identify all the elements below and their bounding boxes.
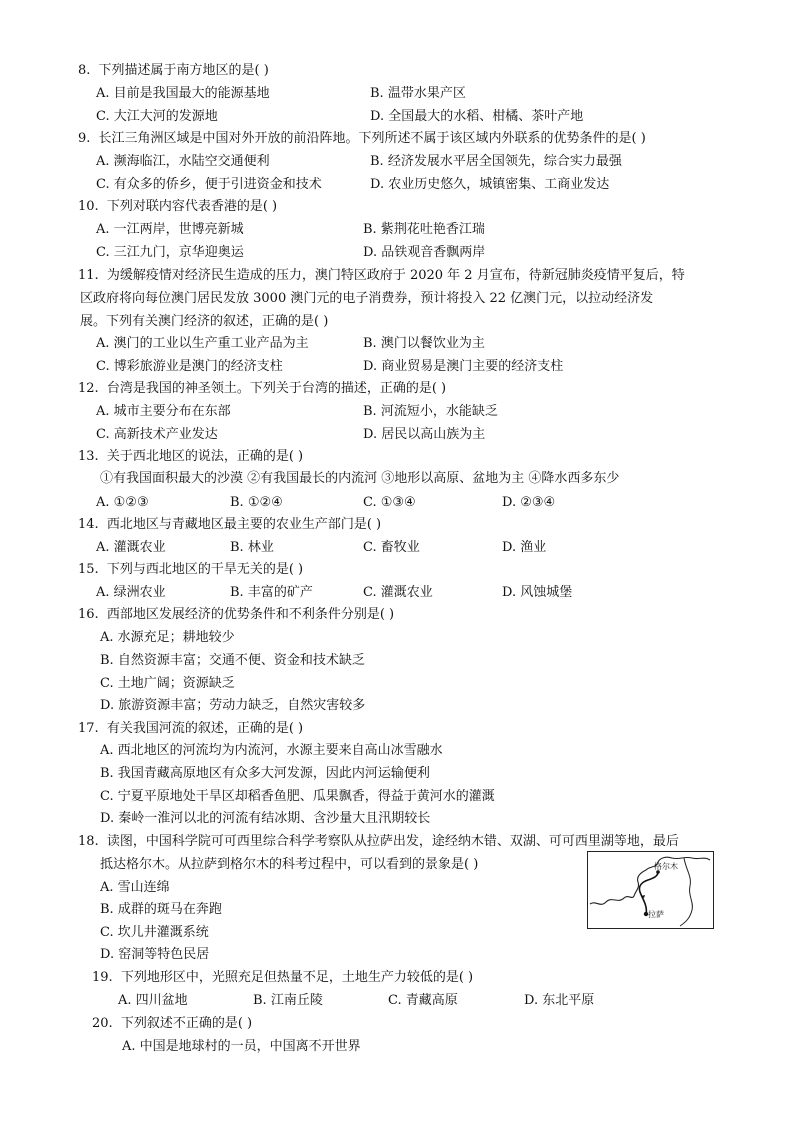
option-b: B. ①②④ — [230, 495, 283, 510]
question-19-stem — [92, 969, 473, 987]
question-number: 14. — [78, 517, 99, 532]
question-number: 10. — [78, 199, 99, 214]
question-text: 台湾是我国的神圣领土。下列关于台湾的描述，正确的是( ) — [106, 381, 447, 396]
option-b: B. 自然资源丰富；交通不便、资金和技术缺乏 — [100, 653, 365, 668]
statement-list: ①有我国面积最大的沙漠 ②有我国最长的内流河 ③地形以高原、盆地为主 ④降水西多东少 — [100, 471, 620, 486]
golmud-label: 格尔木 — [654, 862, 678, 871]
question-20-stem — [92, 1015, 252, 1033]
option-a: A. 一江两岸，世博亮新城 — [96, 222, 244, 237]
route-map-figure — [587, 851, 714, 929]
option-b: B. 丰富的矿产 — [230, 585, 313, 600]
option-d: D. 窑洞等特色民居 — [100, 947, 210, 962]
question-text: 区政府将向每位澳门居民发放 3000 澳门元的电子消费券，预计将投入 22 亿澳门元，以拉动经济发 — [80, 291, 654, 306]
question-10-stem — [78, 198, 277, 216]
option-c: C. 畜牧业 — [363, 540, 420, 555]
option-a: A. 中国是地球村的一员，中国离不开世界 — [122, 1039, 361, 1054]
option-a: A. 水源充足；耕地较少 — [100, 630, 235, 645]
question-text: 展。下列有关澳门经济的叙述，正确的是( ) — [80, 314, 329, 329]
question-text: 抵达格尔木。从拉萨到格尔木的科考过程中，可以看到的景象是( ) — [100, 857, 479, 872]
question-text: 下列与西北地区的干旱无关的是( ) — [106, 562, 304, 577]
question-text: 下列描述属于南方地区的是( ) — [98, 63, 269, 78]
question-number: 11. — [78, 268, 99, 283]
option-b: B. 温带水果产区 — [370, 86, 466, 101]
question-number: 8. — [78, 63, 91, 78]
question-12-stem — [78, 380, 446, 398]
option-d: D. 东北平原 — [524, 993, 595, 1008]
question-15-stem — [78, 561, 303, 579]
option-a: A. 灌溉农业 — [96, 540, 166, 555]
option-d: D. 旅游资源丰富；劳动力缺乏，自然灾害较多 — [100, 698, 366, 713]
question-number: 15. — [78, 562, 99, 577]
option-b: B. 经济发展水平居全国领先，综合实力最强 — [370, 154, 622, 169]
option-a: A. 雪山连绵 — [100, 880, 170, 895]
question-9-stem — [78, 130, 646, 148]
question-text: 读图，中国科学院可可西里综合科学考察队从拉萨出发，途经纳木错、双湖、可可西里湖等地，最后 — [106, 834, 679, 849]
option-a: A. 城市主要分布在东部 — [96, 404, 231, 419]
option-d: D. 农业历史悠久，城镇密集、工商业发达 — [370, 177, 610, 192]
option-d: D. 全国最大的水稻、柑橘、茶叶产地 — [370, 109, 584, 124]
option-c: C. ①③④ — [363, 495, 416, 510]
question-18-stem — [78, 833, 679, 851]
question-text: 下列对联内容代表香港的是( ) — [106, 199, 278, 214]
option-b: B. 澳门以餐饮业为主 — [363, 336, 485, 351]
option-d: D. 品铁观音香飘两岸 — [363, 245, 486, 260]
question-text: 西北地区与青藏地区最主要的农业生产部门是( ) — [106, 517, 382, 532]
option-c: C. 有众多的侨乡，便于引进资金和技术 — [96, 177, 322, 192]
question-11-stem — [78, 267, 685, 285]
option-c: C. 博彩旅游业是澳门的经济支柱 — [96, 359, 283, 374]
question-8-stem — [78, 62, 269, 80]
option-a: A. 濒海临江，水陆空交通便利 — [96, 154, 270, 169]
question-number: 19. — [92, 970, 113, 985]
question-number: 20. — [92, 1016, 113, 1031]
option-a: A. 目前是我国最大的能源基地 — [96, 86, 270, 101]
option-c: C. 灌溉农业 — [363, 585, 433, 600]
question-13-stem — [78, 448, 303, 466]
region-boundary — [590, 857, 710, 904]
option-d: D. ②③④ — [502, 495, 556, 510]
option-c: C. 宁夏平原地处干旱区却稻香鱼肥、瓜果飘香，得益于黄河水的灌溉 — [100, 789, 495, 804]
option-d: D. 居民以高山族为主 — [363, 427, 486, 442]
option-b: B. 紫荆花吐艳香江瑞 — [363, 222, 485, 237]
option-a: A. 澳门的工业以生产重工业产品为主 — [96, 336, 309, 351]
option-c: C. 青藏高原 — [388, 993, 458, 1008]
option-b: B. 成群的斑马在奔跑 — [100, 902, 222, 917]
option-b: B. 林业 — [230, 540, 274, 555]
question-number: 12. — [78, 381, 99, 396]
lhasa-label: 拉萨 — [648, 910, 664, 919]
option-d: D. 秦岭一淮河以北的河流有结冰期、含沙量大且汛期较长 — [100, 811, 431, 826]
question-text: 下列地形区中，光照充足但热量不足，土地生产力较低的是( ) — [120, 970, 474, 985]
question-17-stem — [78, 720, 303, 738]
option-c: C. 高新技术产业发达 — [96, 427, 218, 442]
option-d: D. 渔业 — [502, 540, 547, 555]
question-16-stem — [78, 606, 394, 624]
question-number: 16. — [78, 607, 99, 622]
option-a: A. ①②③ — [96, 495, 149, 510]
option-a: A. 四川盆地 — [118, 993, 188, 1008]
question-number: 9. — [78, 131, 91, 146]
question-text: 下列叙述不正确的是( ) — [120, 1016, 253, 1031]
question-number: 17. — [78, 721, 99, 736]
region-boundary-east — [680, 858, 692, 926]
option-a: A. 绿洲农业 — [96, 585, 166, 600]
option-d: D. 风蚀城堡 — [502, 585, 573, 600]
question-number: 18. — [78, 834, 99, 849]
option-b: B. 我国青藏高原地区有众多大河发源，因此内河运输便利 — [100, 766, 430, 781]
option-c: C. 土地广阔；资源缺乏 — [100, 676, 235, 691]
option-b: B. 江南丘陵 — [253, 993, 323, 1008]
option-c: C. 大江大河的发源地 — [96, 109, 218, 124]
question-number: 13. — [78, 449, 99, 464]
option-a: A. 西北地区的河流均为内流河，水源主要来自高山冰雪融水 — [100, 743, 443, 758]
option-b: B. 河流短小，水能缺乏 — [363, 404, 498, 419]
route-line — [639, 872, 658, 914]
option-c: C. 三江九门，京华迎奥运 — [96, 245, 244, 260]
option-c: C. 坎儿井灌溉系统 — [100, 925, 209, 940]
question-text: 西部地区发展经济的优势条件和不利条件分别是( ) — [106, 607, 395, 622]
question-14-stem — [78, 516, 381, 534]
question-text: 有关我国河流的叙述，正确的是( ) — [106, 721, 304, 736]
question-text: 长江三角洲区域是中国对外开放的前沿阵地。下列所述不属于该区域内外联系的优势条件的是( ) — [98, 131, 646, 146]
option-d: D. 商业贸易是澳门主要的经济支柱 — [363, 359, 564, 374]
question-text: 关于西北地区的说法，正确的是( ) — [106, 449, 304, 464]
question-text: 为缓解疫情对经济民生造成的压力，澳门特区政府于 2020 年 2 月宣布，待新冠肺炎疫情平复后，特 — [106, 268, 685, 283]
